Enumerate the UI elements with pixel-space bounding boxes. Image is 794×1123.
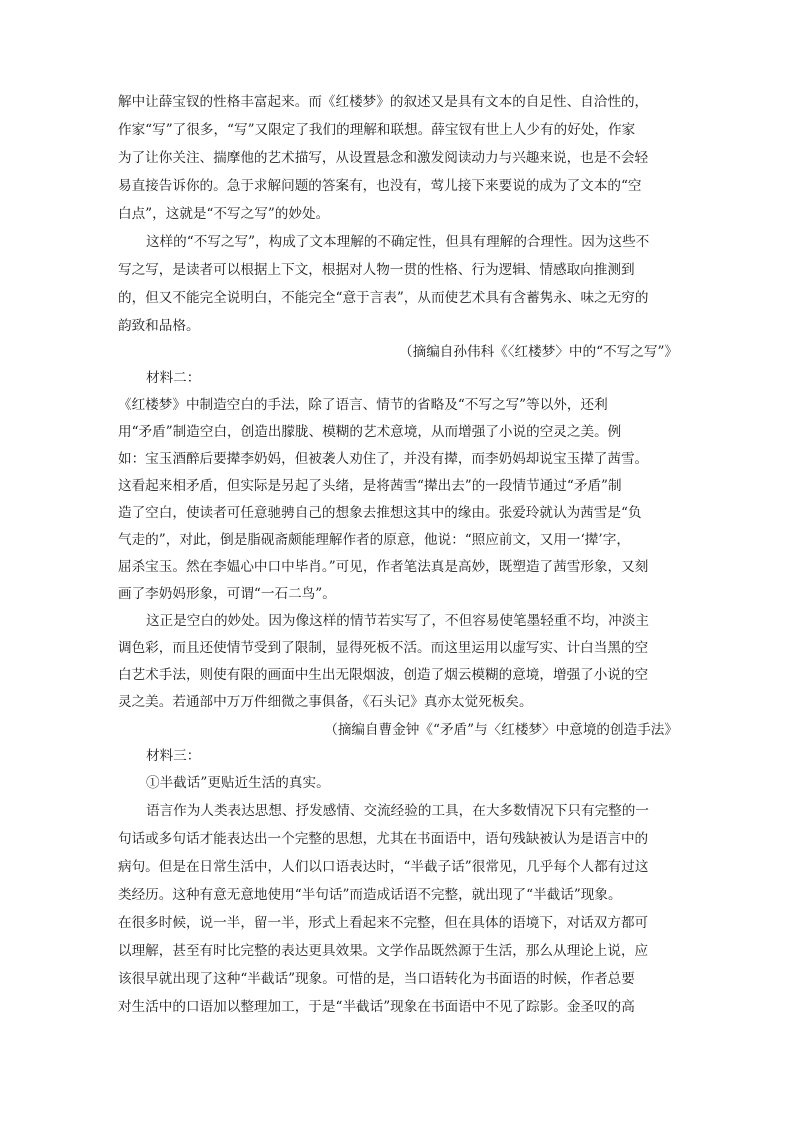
- text-line: 为了让你关注、揣摩他的艺术描写，从设置悬念和激发阅读动力与兴趣来说，也是不会轻: [118, 150, 649, 166]
- section-heading: 材料二：: [146, 370, 201, 386]
- text-line: 句话或多句话才能表达出一个完整的思想，尤其在书面语中，语句残缺被认为是语言中的: [118, 831, 649, 847]
- subheading: ①半截话”更贴近生活的真实。: [146, 775, 330, 791]
- section-heading: 材料三：: [146, 748, 201, 764]
- text-line: 写之写，是读者可以根据上下文，根据对人物一贯的性格、行为逻辑、情感取向推测到: [118, 262, 635, 278]
- text-line: 对生活中的口语加以整理加工，于是“半截话”现象在书面语中不见了踪影。金圣叹的高: [118, 999, 635, 1015]
- text-line: 白艺术手法，则使有限的画面中生出无限烟波，创造了烟云模糊的意境，增强了小说的空: [118, 667, 649, 683]
- text-line: 这正是空白的妙处。因为像这样的情节若实写了，不但容易使笔墨轻重不均，冲淡主: [146, 613, 649, 629]
- text-line: 这看起来相矛盾，但实际是另起了头绪，是将茜雪“撵出去”的一段情节通过“矛盾”制: [118, 478, 622, 494]
- text-line: 韵致和品格。: [118, 318, 200, 334]
- text-line: 解中让薛宝钗的性格丰富起来。而《红楼梦》的叙述又是具有文本的自足性、自洽性的，: [118, 94, 649, 110]
- text-line: 画了李奶妈形象，可谓“一石二鸟”。: [118, 586, 336, 602]
- text-line: 灵之美。若通部中万万件细微之事俱备，《石头记》真亦太觉死板矣。: [118, 694, 533, 710]
- text-line: 这样的“不写之写”，构成了文本理解的不确定性，但具有理解的合理性。因为这些不: [146, 234, 650, 250]
- text-line: 屈杀宝玉。然在李媪心中口中毕肖。”可见，作者笔法真是高妙，既塑造了茜雪形象，又刻: [118, 559, 649, 575]
- text-line: 如：宝玉酒醉后要撵李奶妈，但被袭人劝住了，并没有撵，而李奶妈却说宝玉撵了茜雪。: [118, 451, 649, 467]
- text-line: 用“矛盾”制造空白，创造出朦胧、模糊的艺术意境，从而增强了小说的空灵之美。例: [118, 424, 622, 440]
- text-line: 类经历。这种有意无意地使用“半句话”而造成话语不完整，就出现了“半截话”现象。: [118, 887, 622, 903]
- text-line: 易直接告诉你的。急于求解问题的答案有，也没有，莺儿接下来要说的成为了文本的“空: [118, 178, 642, 194]
- text-line: 气走的”，对此，倒是脂砚斋颇能理解作者的原意，他说：“照应前文，又用一‘撵’字，: [118, 532, 630, 548]
- text-line: 《红楼梦》中制造空白的手法，除了语言、情节的省略及“不写之写”等以外，还利: [118, 397, 608, 413]
- text-line: 语言作为人类表达思想、抒发感情、交流经验的工具，在大多数情况下只有完整的一: [146, 803, 649, 819]
- source-citation: （摘编自曹金钟《“矛盾”与〈红楼梦〉中意境的创造手法》: [324, 722, 678, 738]
- text-line: 病句。但是在日常生活中，人们以口语表达时，“半截子话”很常见，几乎每个人都有过这: [118, 859, 649, 875]
- text-line: 作家“写”了很多，“写”又限定了我们的理解和联想。薛宝钗有世上人少有的好处，作家: [118, 122, 636, 138]
- text-line: 白点”，这就是“不写之写”的妙处。: [118, 206, 330, 222]
- text-line: 的，但又不能完全说明白，不能完全“意于言表”，从而使艺术具有含蓄隽永、味之无穷的: [118, 290, 649, 306]
- text-line: 以理解，甚至有时比完整的表达更具效果。文学作品既然源于生活，那么从理论上说，应: [118, 943, 649, 959]
- source-citation: （摘编自孙伟科《〈红楼梦〉中的“不写之写”》: [399, 344, 678, 360]
- text-line: 造了空白，使读者可任意驰骋自己的想象去推想这其中的缘由。张爱玲就认为茜雪是“负: [118, 505, 642, 521]
- text-line: 在很多时候，说一半，留一半，形式上看起来不完整，但在具体的语境下，对话双方都可: [118, 915, 649, 931]
- text-line: 调色彩，而且还使情节受到了限制，显得死板不活。而这里运用以虚写实、计白当黑的空: [118, 640, 649, 656]
- text-line: 该很早就出现了这种“半截话”现象。可惜的是，当口语转化为书面语的时候，作者总要: [118, 971, 635, 987]
